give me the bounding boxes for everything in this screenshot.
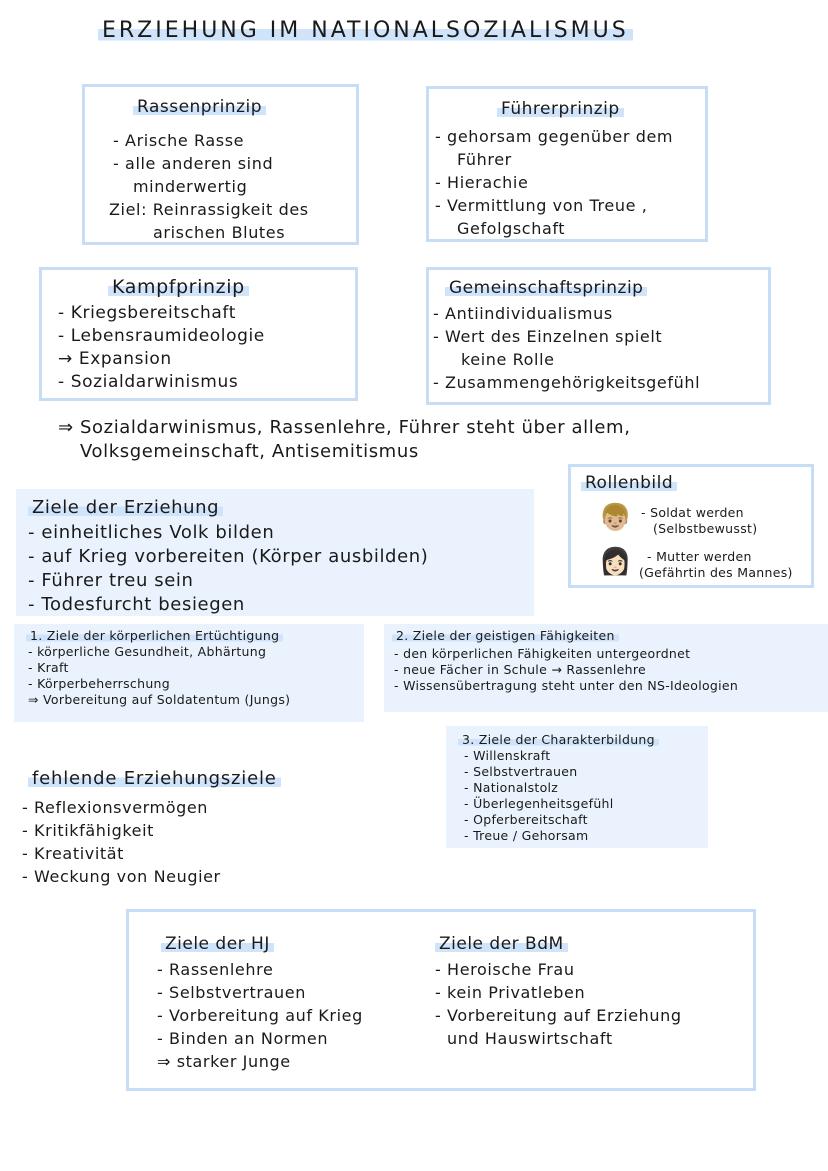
- list-item: - Führer treu sein: [28, 570, 194, 591]
- list-item: - Selbstvertrauen: [464, 764, 578, 779]
- list-item: und Hauswirtschaft: [447, 1029, 613, 1048]
- gemeinschaftsprinzip-title: Gemeinschaftsprinzip: [445, 278, 647, 298]
- list-item: - Vorbereitung auf Krieg: [157, 1006, 363, 1025]
- ziele-erziehung-title: Ziele der Erziehung: [28, 497, 223, 518]
- geist-list: [394, 646, 738, 694]
- list-item: - Todesfurcht besiegen: [28, 594, 245, 615]
- list-item: ⇒ starker Junge: [157, 1052, 291, 1071]
- list-item: - Sozialdarwinismus: [58, 372, 239, 392]
- list-item: - Selbstvertrauen: [157, 983, 306, 1002]
- fuehrerprinzip-list: [435, 125, 673, 240]
- list-item: - Arische Rasse: [113, 131, 245, 150]
- kampfprinzip-list: [58, 302, 265, 394]
- rassenprinzip-list: [109, 129, 309, 244]
- list-item: - Heroische Frau: [435, 960, 575, 979]
- list-item: - auf Krieg vorbereiten (Körper ausbilden): [28, 546, 429, 567]
- list-item: - Weckung von Neugier: [22, 867, 221, 886]
- list-item: - einheitliches Volk bilden: [28, 522, 275, 543]
- rassenprinzip-title: Rassenprinzip: [133, 97, 266, 117]
- list-item: - Vorbereitung auf Erziehung: [435, 1006, 682, 1025]
- fehlende-title: fehlende Erziehungsziele: [28, 768, 281, 789]
- list-item: - Kreativität: [22, 844, 125, 863]
- list-item: - Binden an Normen: [157, 1029, 329, 1048]
- list-item: - Wert des Einzelnen spielt: [433, 327, 663, 346]
- list-item: → Expansion: [58, 349, 172, 369]
- rollenbild-boy-text: - Soldat werden (Selbstbewusst): [641, 505, 758, 536]
- list-item: arischen Blutes: [153, 223, 286, 242]
- list-item: - körperliche Gesundheit, Abhärtung: [28, 644, 267, 659]
- fuehrerprinzip-title: Führerprinzip: [497, 99, 624, 119]
- geist-title: 2. Ziele der geistigen Fähigkeiten: [392, 628, 619, 644]
- list-item: minderwertig: [133, 177, 248, 196]
- list-item: - Nationalstolz: [464, 780, 559, 795]
- list-item: - alle anderen sind: [113, 154, 274, 173]
- list-item: - neue Fächer in Schule → Rassenlehre: [394, 662, 647, 677]
- bdm-title: Ziele der BdM: [435, 934, 568, 954]
- summary-text: ⇒ Sozialdarwinismus, Rassenlehre, Führer steht über allem, Volksgemeinschaft, Antisemitismus: [58, 417, 631, 462]
- list-item: - Opferbereitschaft: [464, 812, 588, 827]
- list-item: - Kritikfähigkeit: [22, 821, 154, 840]
- boy-emoji-icon: 👦🏼: [599, 503, 632, 533]
- list-item: - Lebensraumideologie: [58, 326, 265, 346]
- koerper-list: [28, 644, 290, 708]
- list-item: - gehorsam gegenüber dem: [435, 127, 674, 146]
- rollenbild-box: [568, 464, 814, 588]
- fehlende-list: [22, 796, 221, 888]
- bdm-list: [435, 958, 682, 1050]
- list-item: Ziel: Reinrassigkeit des: [109, 200, 309, 219]
- gemeinschaftsprinzip-list: [433, 302, 700, 394]
- list-item: Gefolgschaft: [457, 219, 566, 238]
- hj-title: Ziele der HJ: [161, 934, 274, 954]
- list-item: - Treue / Gehorsam: [464, 828, 589, 843]
- kampfprinzip-title: Kampfprinzip: [108, 276, 249, 298]
- hj-list: [157, 958, 363, 1073]
- list-item: - Rassenlehre: [157, 960, 274, 979]
- list-item: - Vermittlung von Treue ,: [435, 196, 648, 215]
- ziele-erziehung-box: [16, 489, 534, 616]
- list-item: Führer: [457, 150, 512, 169]
- girl-emoji-icon: 👩🏻: [599, 547, 632, 577]
- rollenbild-girl-text: - Mutter werden (Gefährtin des Mannes): [639, 549, 793, 580]
- list-item: keine Rolle: [461, 350, 555, 369]
- list-item: - Kraft: [28, 660, 69, 675]
- koerper-title: 1. Ziele der körperlichen Ertüchtigung: [26, 628, 283, 644]
- list-item: - Wissensübertragung steht unter den NS-Ideologien: [394, 678, 739, 693]
- list-item: - Hierachie: [435, 173, 529, 192]
- gemeinschaftsprinzip-box: [426, 267, 771, 405]
- list-item: - Kriegsbereitschaft: [58, 303, 236, 323]
- list-item: - Zusammengehörigkeitsgefühl: [433, 373, 701, 392]
- list-item: - Willenskraft: [464, 748, 551, 763]
- list-item: - den körperlichen Fähigkeiten untergeordnet: [394, 646, 691, 661]
- kampfprinzip-box: [39, 267, 358, 401]
- list-item: ⇒ Vorbereitung auf Soldatentum (Jungs): [28, 692, 291, 707]
- charakter-title: 3. Ziele der Charakterbildung: [458, 732, 659, 748]
- rassenprinzip-box: [82, 84, 359, 245]
- list-item: - kein Privatleben: [435, 983, 586, 1002]
- hj-bdm-box: [126, 909, 756, 1091]
- ziele-erziehung-list: [28, 521, 428, 617]
- list-item: - Reflexionsvermögen: [22, 798, 209, 817]
- list-item: - Überlegenheitsgefühl: [464, 796, 614, 811]
- list-item: - Antiindividualismus: [433, 304, 613, 323]
- charakter-box: [446, 726, 708, 848]
- koerper-box: [14, 624, 364, 722]
- rollenbild-title: Rollenbild: [581, 473, 677, 493]
- fuehrerprinzip-box: [426, 86, 708, 242]
- list-item: - Körperbeherrschung: [28, 676, 170, 691]
- geist-box: [384, 624, 828, 712]
- page-title: ERZIEHUNG IM NATIONALSOZIALISMUS: [98, 18, 633, 43]
- charakter-list: [464, 748, 614, 844]
